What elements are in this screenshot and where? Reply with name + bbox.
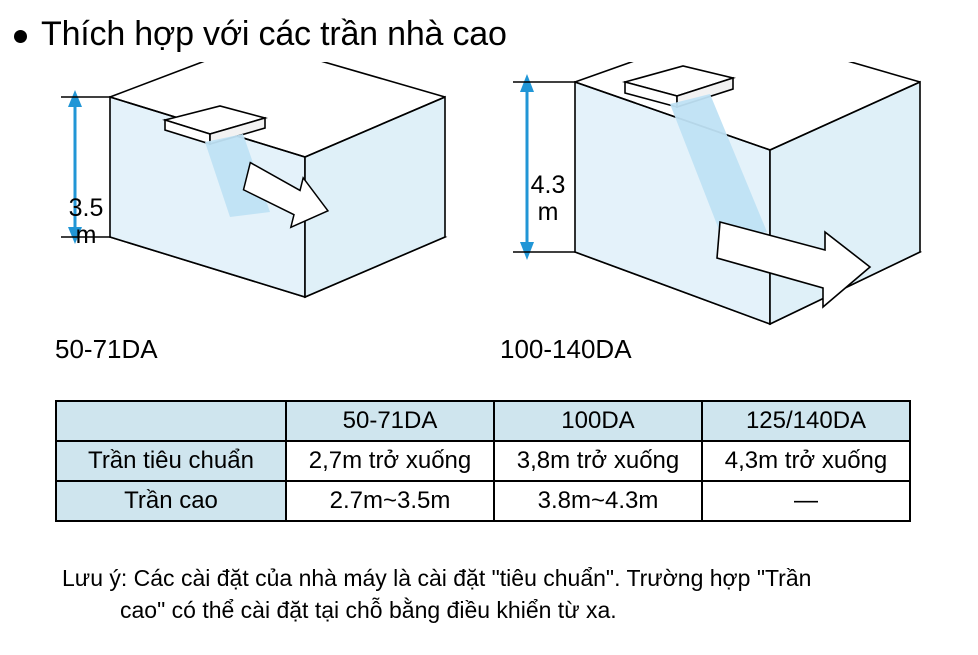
height-value-right: 4.3 [530,171,566,199]
cell-standard-100DA: 3,8m trở xuống [494,441,702,481]
row-label-high-ceiling: Trần cao [56,481,286,521]
table-header-125-140DA: 125/140DA [702,401,910,441]
height-unit-left: m [75,221,97,249]
height-label-right [518,172,578,226]
cell-high-100DA: 3.8m~4.3m [494,481,702,521]
table-header-row [56,401,910,441]
bullet-dot-icon [14,30,27,43]
cell-high-125-140DA: — [702,481,910,521]
cell-standard-50-71DA: 2,7m trở xuống [286,441,494,481]
table-header-50-71DA: 50-71DA [286,401,494,441]
page-heading [14,14,507,54]
cell-standard-125-140DA: 4,3m trở xuống [702,441,910,481]
table-row [56,441,910,481]
page-title: Thích hợp với các trần nhà cao [41,15,507,53]
height-unit-right: m [537,198,559,226]
table-header-100DA: 100DA [494,401,702,441]
caption-right: 100-140DA [500,334,632,364]
height-value-left: 3.5 [68,194,104,222]
row-label-standard-ceiling: Trần tiêu chuẩn [56,441,286,481]
cell-high-50-71DA: 2.7m~3.5m [286,481,494,521]
table-corner-cell [56,401,286,441]
caption-left: 50-71DA [55,334,158,364]
footnote-line-1: Lưu ý: Các cài đặt của nhà máy là cài đặt "tiêu chuẩn". Trường hợp "Trần [62,565,812,591]
indoor-unit-icon [625,66,733,107]
ceiling-spec-table [55,400,911,522]
table-row [56,481,910,521]
diagram-area [0,62,978,372]
footnote-line-2: cao" có thể cài đặt tại chỗ bằng điều khiển từ xa. [120,597,617,623]
footnote [62,562,942,626]
height-label-left [56,195,116,249]
height-dimension-right [513,74,575,260]
